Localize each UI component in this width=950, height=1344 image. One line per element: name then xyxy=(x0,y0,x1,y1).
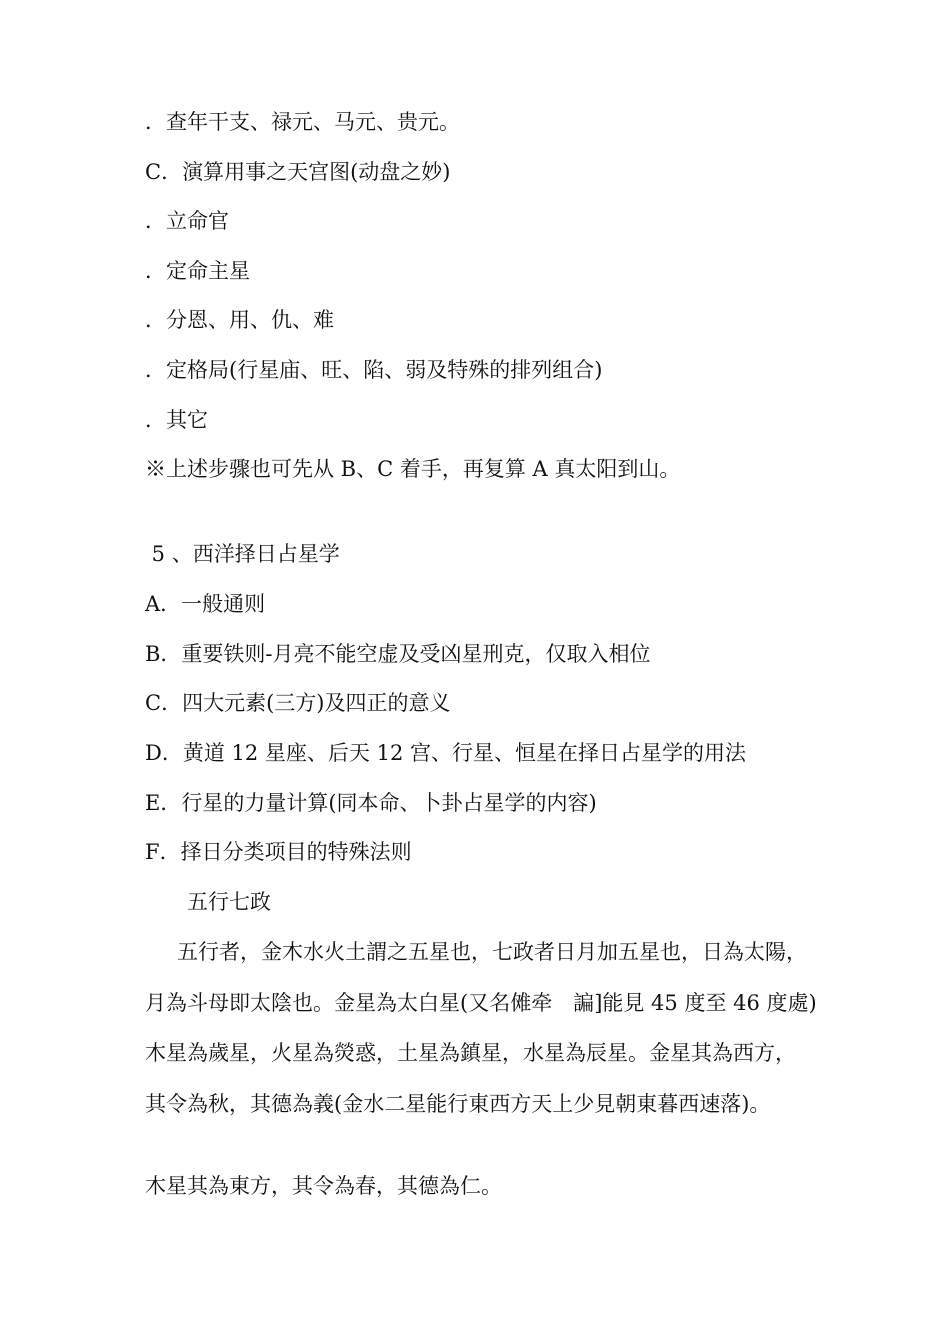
text-line: ．定命主星 xyxy=(145,259,250,283)
paragraph-line: 木星其為東方，其令為春，其德為仁。 xyxy=(145,1174,502,1198)
section-heading: 5 、西洋择日占星学 xyxy=(145,542,340,566)
text-line: B．重要铁则-月亮不能空虚及受凶星刑克，仅取入相位 xyxy=(145,642,651,666)
subheading: 五行七政 xyxy=(187,890,271,914)
text-line: C．四大元素(三方)及四正的意义 xyxy=(145,691,451,715)
text-line: ．其它 xyxy=(145,408,208,432)
paragraph-line: 木星為歲星，火星為熒惑，土星為鎮星，水星為辰星。金星其為西方， xyxy=(145,1041,796,1065)
text-line: C．演算用事之天宫图(动盘之妙) xyxy=(145,160,451,184)
note-line: ※上述步骤也可先从 B、C 着手，再复算 A 真太阳到山。 xyxy=(145,457,681,481)
text-line: ．查年干支、禄元、马元、贵元。 xyxy=(145,110,460,134)
paragraph-line: 其令為秋，其德為義(金水二星能行東西方天上少見朝東暮西速落)。 xyxy=(145,1092,771,1116)
text-line: ．立命官 xyxy=(145,209,229,233)
text-line: ．定格局(行星庙、旺、陷、弱及特殊的排列组合) xyxy=(145,358,603,382)
text-line: F．择日分类项目的特殊法则 xyxy=(145,840,412,864)
text-line: D．黄道 12 星座、后天 12 宫、行星、恒星在择日占星学的用法 xyxy=(145,741,746,765)
text-line: A．一般通则 xyxy=(145,592,266,616)
paragraph-line: 五行者，金木水火土謂之五星也，七政者日月加五星也，日為太陽， xyxy=(177,940,807,964)
paragraph-line: 月為斗母即太陰也。金星為太白星(又名傩牵 諞]能見 45 度至 46 度處) xyxy=(145,991,817,1015)
text-line: E．行星的力量计算(同本命、卜卦占星学的内容) xyxy=(145,791,597,815)
text-line: ．分恩、用、仇、难 xyxy=(145,308,334,332)
